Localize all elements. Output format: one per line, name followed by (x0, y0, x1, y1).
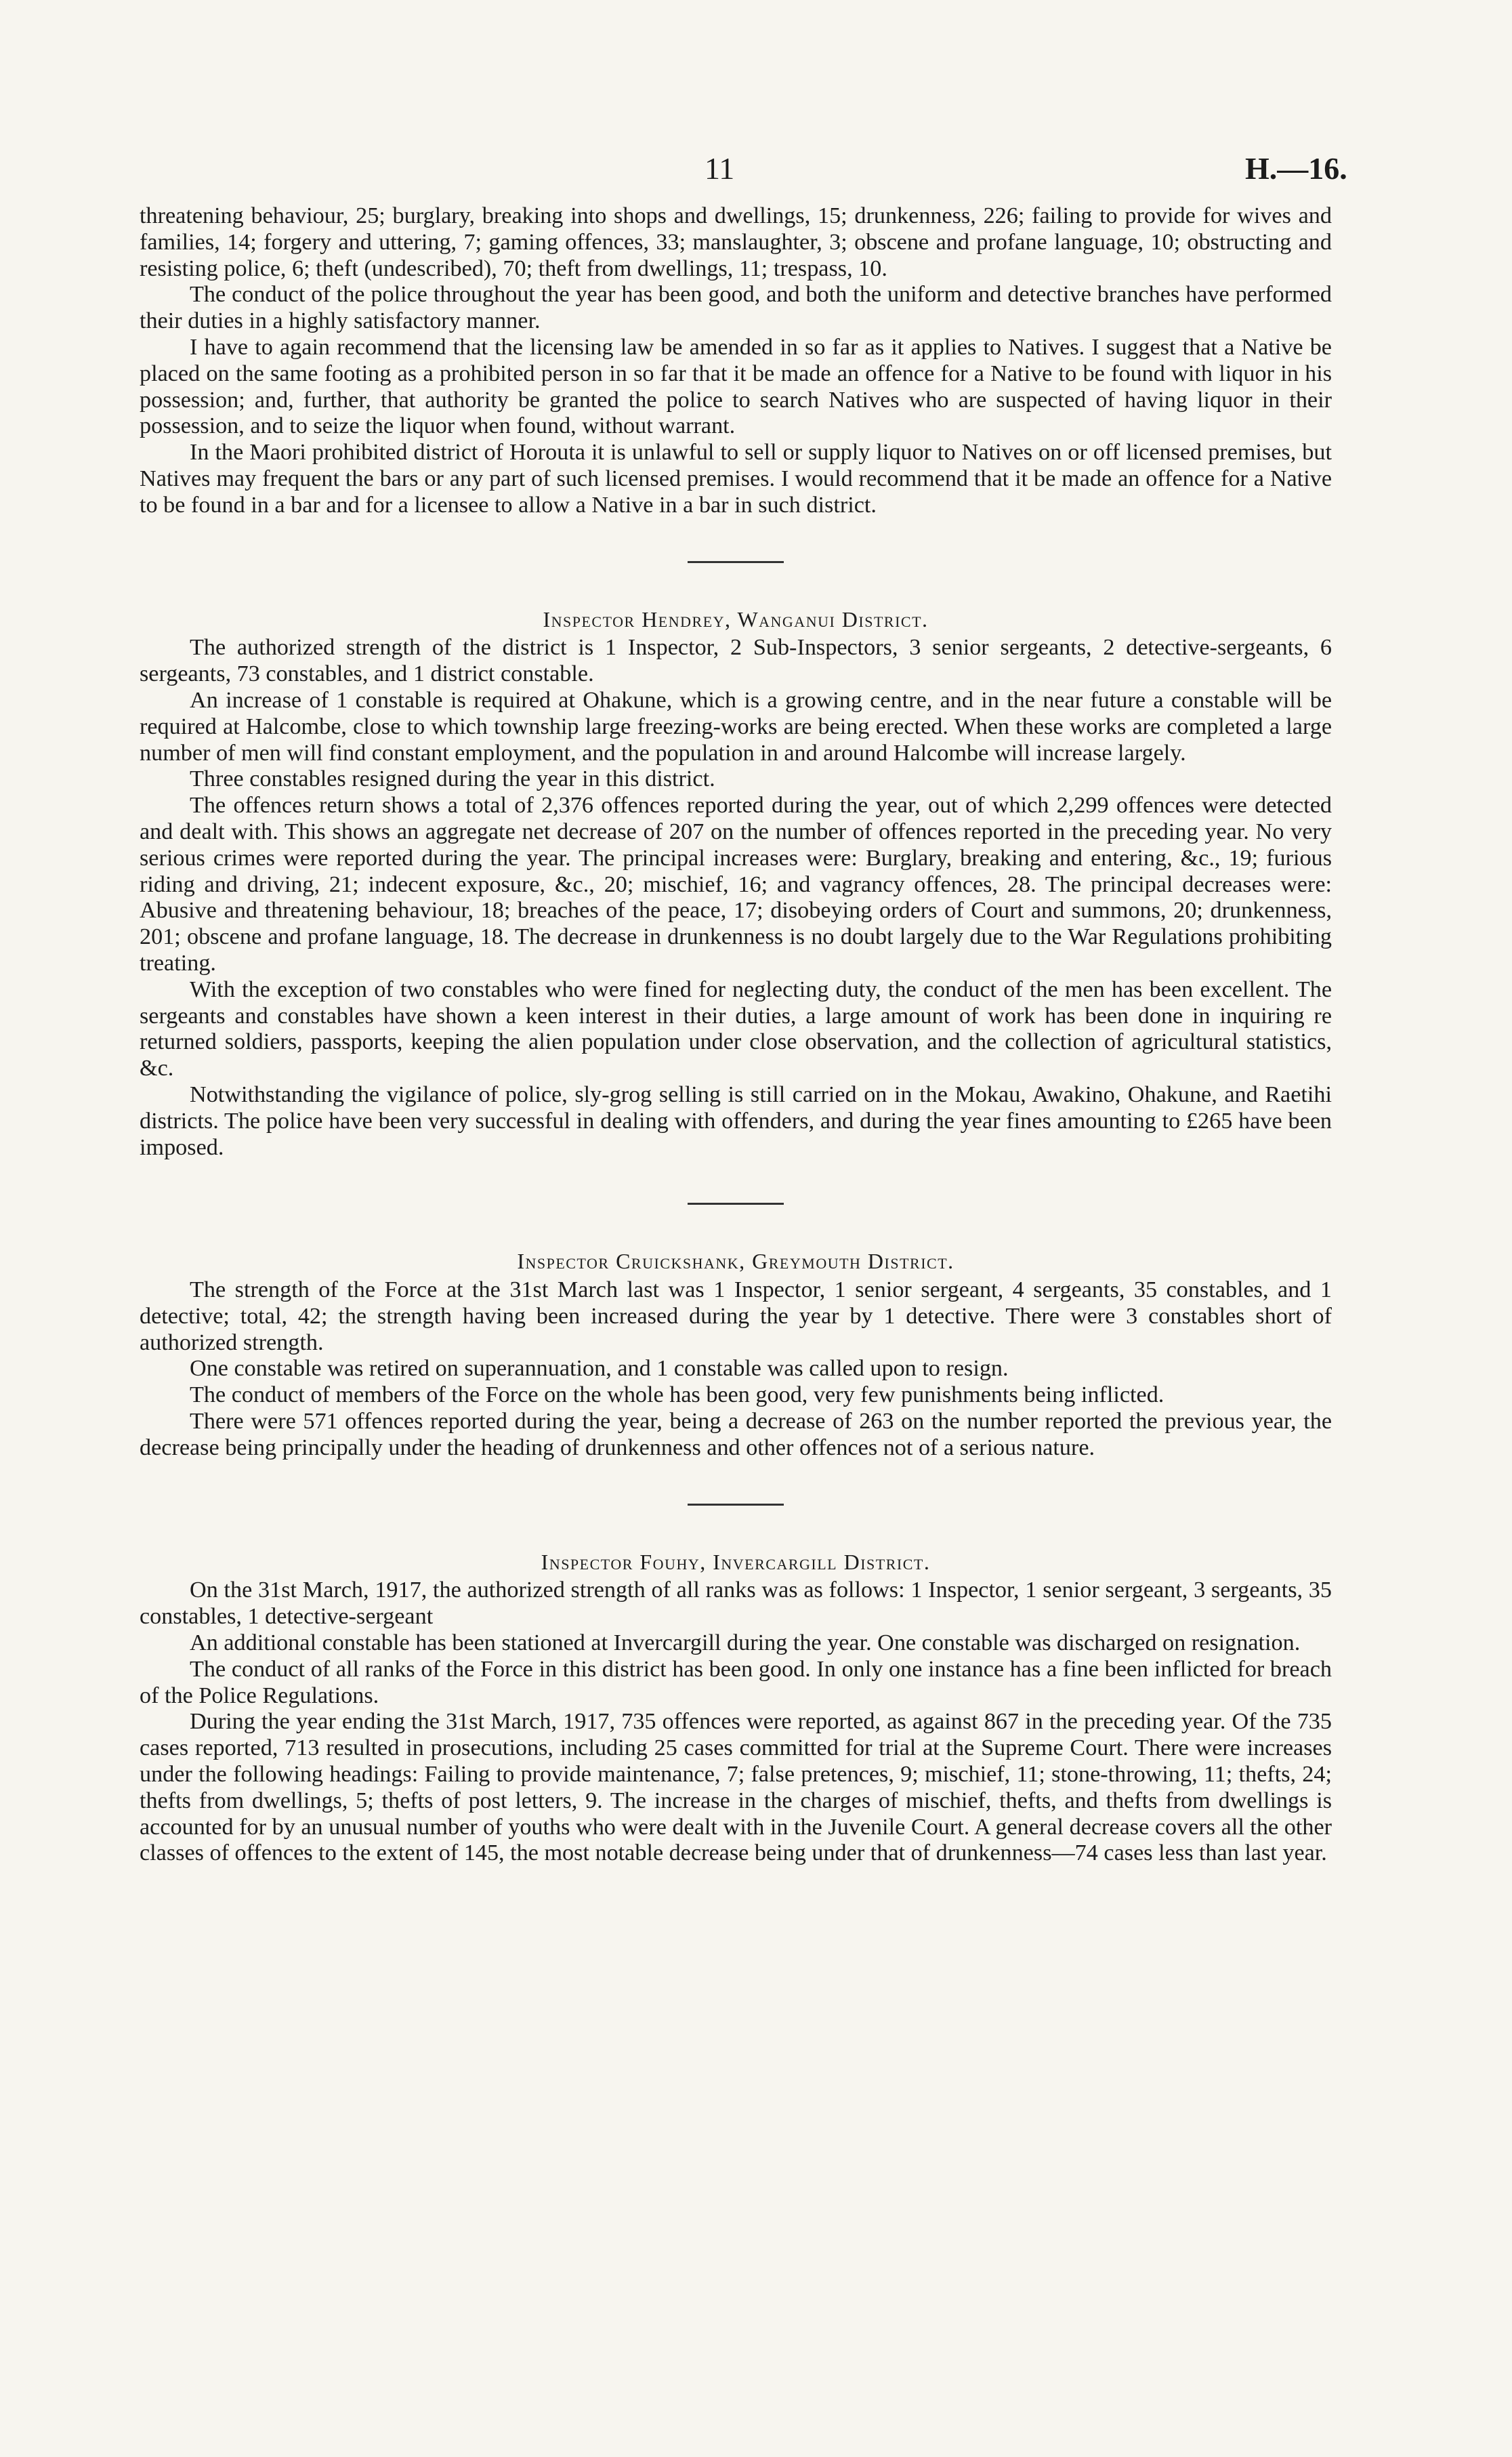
paragraph: The conduct of all ranks of the Force in this district has been good. In only one instance has a fine been inflicted for breach of the Police Regulations. (140, 1656, 1332, 1708)
paragraph: Three constables resigned during the year in this district. (190, 766, 715, 792)
paragraph: One constable was retired on superannuation, and 1 constable was called upon to resign. (190, 1356, 1009, 1382)
section-divider (688, 561, 784, 563)
document-code: H.—16. (1245, 151, 1347, 186)
paragraph: On the 31st March, 1917, the authorized strength of all ranks was as follows: 1 Inspector, 1 senior sergeant, 3 sergeants, 35 constables, 1 detective-sergeant (140, 1577, 1332, 1630)
paragraph: threatening behaviour, 25; burglary, breaking into shops and dwellings, 15; drunkenness, 226; failing to provide for wives and families, 14; forgery and uttering, 7; gaming offences, 33; manslaughter, 3; obscene and profane language, 10; obstructing and resisting police, 6; theft (undescribed), 70; theft from dwellings, 11; trespass, 10. (140, 203, 1332, 281)
paragraph: During the year ending the 31st March, 1917, 735 offences were reported, as against 867 in the preceding year. Of the 735 cases reported, 713 resulted in prosecutions, including 25 cases committed for trial at the Supreme Court. There were increases under the following headings: Failing to provide maintenance, 7; false pretences, 9; mischief, 11; stone-throwing, 11; thefts, 24; thefts from dwellings, 5; thefts of post letters, 9. The increase in the charges of mischief, thefts, and thefts from dwellings is accounted for by an unusual number of youths who were dealt with in the Juvenile Court. A general decrease covers all the other classes of offences to the extent of 145, the most notable decrease being under that of drunkenness—74 cases less than last year. (140, 1709, 1332, 1866)
paragraph: I have to again recommend that the licensing law be amended in so far as it applies to Natives. I suggest that a Native be placed on the same footing as a prohibited person in so far that it be made an offence for a Native to be found with liquor in his possession; and, further, that authority be granted the police to search Natives who are suspected of having liquor in their possession, and to seize the liquor when found, without warrant. (140, 334, 1332, 439)
section-divider (688, 1203, 784, 1205)
section-divider (688, 1504, 784, 1506)
paragraph: An additional constable has been stationed at Invercargill during the year. One constable was discharged on resignation. (190, 1630, 1301, 1656)
paragraph: The strength of the Force at the 31st March last was 1 Inspector, 1 senior sergeant, 4 sergeants, 35 constables, and 1 detective; total, 42; the strength having been increased during the year by 1 detective. There were 3 constables short of authorized strength. (140, 1277, 1332, 1355)
page-number: 11 (705, 151, 735, 186)
main-text (140, 203, 1332, 1867)
paragraph: With the exception of two constables who were fined for neglecting duty, the conduct of the men has been excellent. The sergeants and constables have shown a keen interest in their duties, a large amount of work has been done in inquiring re returned soldiers, passports, keeping the alien population under close observation, and the collection of agricultural statistics, &c. (140, 976, 1332, 1081)
paragraph: The authorized strength of the district is 1 Inspector, 2 Sub-Inspectors, 3 senior sergeants, 2 detective-sergeants, 6 sergeants, 73 constables, and 1 district constable. (140, 635, 1332, 687)
paragraph: The offences return shows a total of 2,376 offences reported during the year, out of which 2,299 offences were detected and dealt with. This shows an aggregate net decrease of 207 on the number of offences reported in the preceding year. No very serious crimes were reported during the year. The principal increases were: Burglary, breaking and entering, &c., 19; furious riding and driving, 21; indecent exposure, &c., 20; mischief, 16; and vagrancy offences, 28. The principal decreases were: Abusive and threatening behaviour, 18; breaches of the peace, 17; disobeying orders of Court and summons, 20; drunkenness, 201; obscene and profane language, 18. The decrease in drunkenness is no doubt largely due to the War Regulations prohibiting treating. (140, 793, 1332, 976)
paragraph: There were 571 offences reported during the year, being a decrease of 263 on the number reported the previous year, the decrease being principally under the heading of drunkenness and other offences not of a serious nature. (140, 1409, 1332, 1460)
paragraph: Notwithstanding the vigilance of police, sly-grog selling is still carried on in the Mokau, Awakino, Ohakune, and Raetihi districts. The police have been very successful in dealing with offenders, and during the year fines amounting to £265 have been imposed. (140, 1081, 1332, 1160)
section-heading-invercargill: Inspector Fouhy, Invercargill District. (541, 1549, 931, 1574)
paragraph: The conduct of the police throughout the year has been good, and both the uniform and detective branches have performed their duties in a highly satisfactory manner. (140, 282, 1332, 334)
paragraph: An increase of 1 constable is required at Ohakune, which is a growing centre, and in the near future a constable will be required at Halcombe, close to which township large freezing-works are being erected. When these works are completed a large number of men will find constant employment, and the population in and around Halcombe will increase largely. (140, 687, 1332, 766)
paragraph: The conduct of members of the Force on the whole has been good, very few punishments being inflicted. (190, 1382, 1164, 1408)
section-heading-wanganui: Inspector Hendrey, Wanganui District. (543, 606, 929, 632)
section-heading-greymouth: Inspector Cruickshank, Greymouth District. (517, 1249, 954, 1274)
paragraph: In the Maori prohibited district of Horouta it is unlawful to sell or supply liquor to Natives on or off licensed premises, but Natives may frequent the bars or any part of such licensed premises. I would recommend that it be made an offence for a Native to be found in a bar and for a licensee to allow a Native in a bar in such district. (140, 440, 1332, 518)
